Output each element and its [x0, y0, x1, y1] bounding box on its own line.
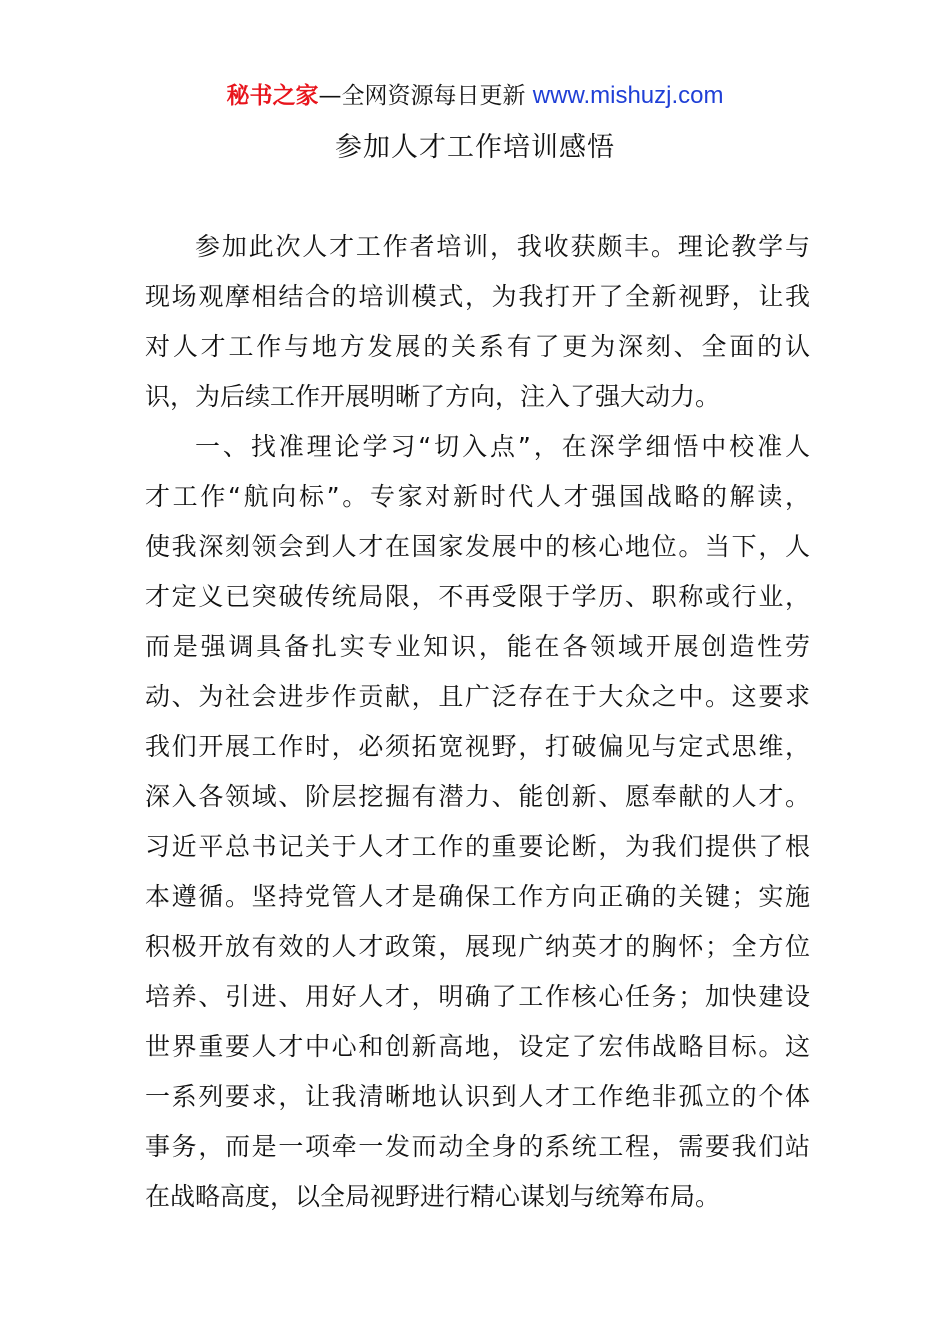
text-line: 深入各领域、阶层挖掘有潜力、能创新、愿奉献的人才。 [145, 782, 810, 811]
document-body [145, 222, 810, 1222]
text-line: 一、找准理论学习“切入点”，在深学细悟中校准人 [195, 432, 810, 461]
text-line: 使我深刻领会到人才在国家发展中的核心地位。当下，人 [145, 532, 810, 561]
text-line: 在战略高度，以全局视野进行精心谋划与统筹布局。 [145, 1182, 721, 1211]
header-slogan: —全网资源每日更新 [318, 83, 526, 109]
text-line: 习近平总书记关于人才工作的重要论断，为我们提供了根 [145, 832, 810, 861]
text-line: 我们开展工作时，必须拓宽视野，打破偏见与定式思维， [145, 732, 810, 761]
text-line: 本遵循。坚持党管人才是确保工作方向正确的关键；实施 [145, 882, 810, 911]
text-line: 识，为后续工作开展明晰了方向，注入了强大动力。 [145, 382, 721, 411]
text-line: 世界重要人才中心和创新高地，设定了宏伟战略目标。这 [145, 1032, 810, 1061]
document-title: 参加人才工作培训感悟 [335, 132, 615, 163]
text-line: 事务，而是一项牵一发而动全身的系统工程，需要我们站 [145, 1132, 810, 1161]
text-line: 培养、引进、用好人才，明确了工作核心任务；加快建设 [145, 982, 810, 1011]
text-line: 一系列要求，让我清晰地认识到人才工作绝非孤立的个体 [145, 1082, 810, 1111]
text-line: 对人才工作与地方发展的关系有了更为深刻、全面的认 [145, 332, 810, 361]
text-line: 才工作“航向标”。专家对新时代人才强国战略的解读， [145, 482, 810, 511]
text-line: 动、为社会进步作贡献，且广泛存在于大众之中。这要求 [145, 682, 810, 711]
brand-name: 秘书之家 [226, 83, 319, 109]
text-line: 才定义已突破传统局限，不再受限于学历、职称或行业， [145, 582, 810, 611]
site-header [0, 80, 950, 112]
text-line: 参加此次人才工作者培训，我收获颇丰。理论教学与 [195, 232, 810, 261]
text-line: 积极开放有效的人才政策，展现广纳英才的胸怀；全方位 [145, 932, 810, 961]
text-line: 现场观摩相结合的培训模式，为我打开了全新视野，让我 [145, 282, 810, 311]
text-line: 而是强调具备扎实专业知识，能在各领域开展创造性劳 [145, 632, 810, 661]
site-url[interactable]: www.mishuzj.com [532, 82, 724, 109]
